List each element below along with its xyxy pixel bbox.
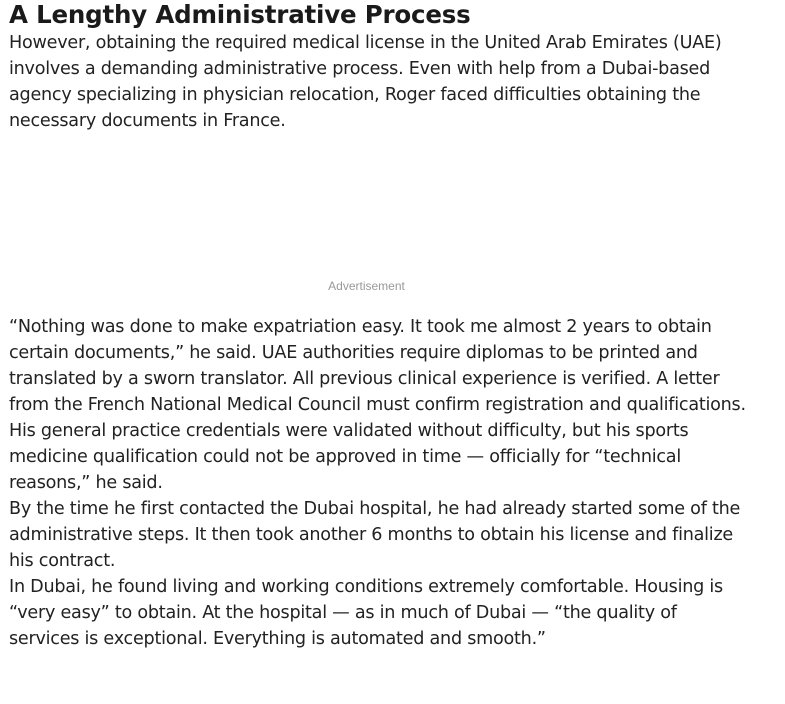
paragraph-dubai-hospital: By the time he first contacted the Dubai hospital, he had already started some of the administrative steps. It then took another 6 months to obtain his license and finalize his contract. [9, 499, 741, 571]
paragraph-living-conditions: In Dubai, he found living and working conditions extremely comfortable. Housing is “very easy” to obtain. At the hospital — as in much of Dubai — “the quality of services is exceptional. Everything is automated and smooth.” [9, 577, 723, 649]
section-heading: A Lengthy Administrative Process [9, 0, 471, 29]
paragraph-license-process: However, obtaining the required medical license in the United Arab Emirates (UAE) involves a demanding administrative process. Even with help from a Dubai-based agency specializing in physician relocation, Roger faced difficulties obtaining the necessary documents in France. [9, 33, 722, 131]
article-body [9, 0, 749, 652]
advertisement-slot [9, 134, 749, 314]
paragraph-expatriation-quote: “Nothing was done to make expatriation easy. It took me almost 2 years to obtain certain documents,” he said. UAE authorities require diplomas to be printed and translated by a sworn translator. All previous clinical experience is verified. A letter from the French National Medical Council must confirm registration and qualifications. His general practice credentials were validated without difficulty, but his sports medicine qualification could not be approved in time — officially for “technical reasons,” he said. [9, 317, 746, 493]
advertisement-label: Advertisement [328, 279, 405, 293]
